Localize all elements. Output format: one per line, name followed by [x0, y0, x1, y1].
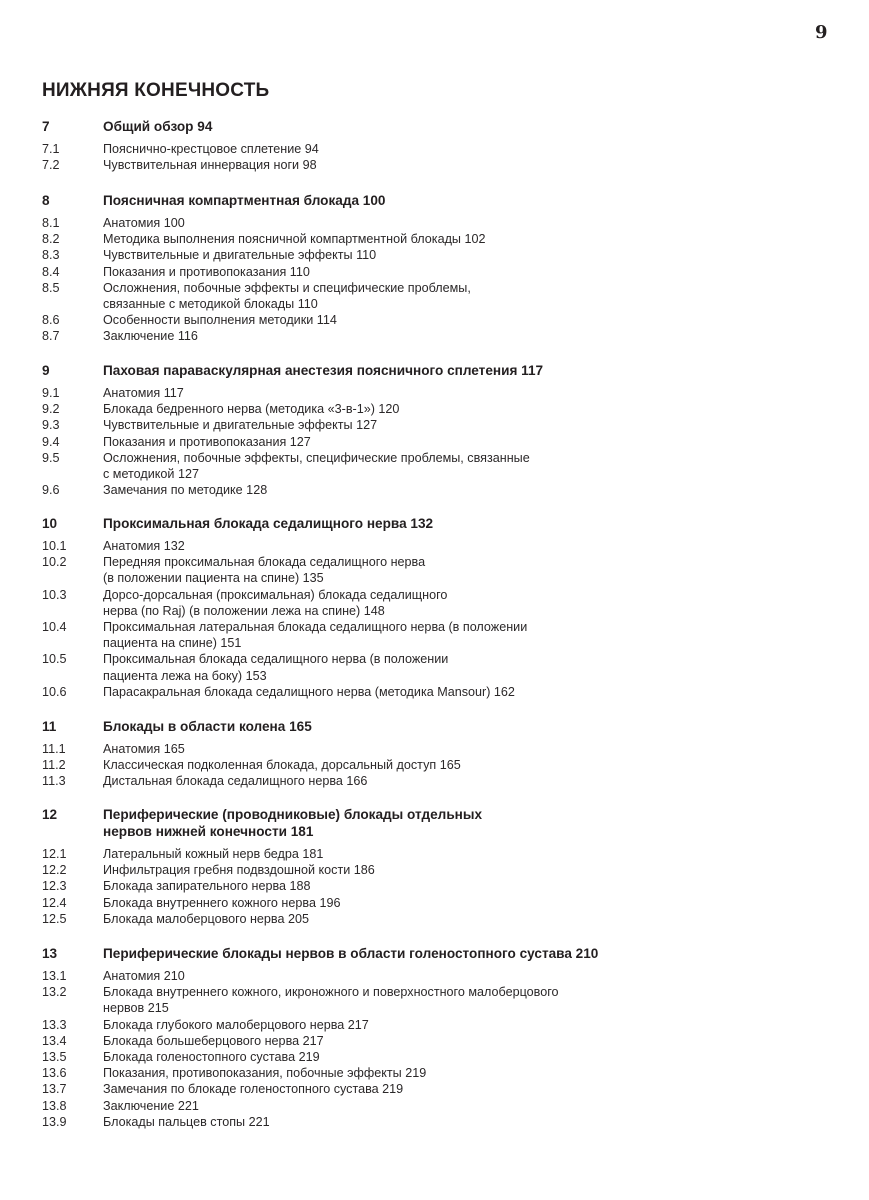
chapter-title: Общий обзор 94	[103, 119, 213, 134]
section-title: Блокада глубокого малоберцового нерва 217	[103, 1017, 369, 1032]
section-number: 10.6	[42, 684, 67, 699]
toc-entry[interactable]	[0, 482, 869, 498]
toc-entry[interactable]	[0, 434, 869, 450]
section-number: 9.3	[42, 418, 60, 433]
chapter-heading[interactable]	[0, 718, 869, 735]
section-number: 13.9	[42, 1114, 67, 1129]
chapter-title: Паховая паравaскулярная анестезия поясничного сплетения 117	[103, 363, 544, 378]
section-list	[0, 846, 869, 927]
section-number: 8.7	[42, 329, 60, 344]
toc-entry[interactable]	[0, 984, 869, 1016]
section-number: 10.2	[42, 555, 67, 570]
section-title: Методика выполнения поясничной компартментной блокады 102	[103, 232, 486, 247]
chapter-number: 8	[42, 193, 50, 208]
toc-entry[interactable]	[0, 878, 869, 894]
chapter-title: Блокады в области колена 165	[103, 719, 312, 734]
toc-entry[interactable]	[0, 587, 869, 619]
section-title: Чувствительные и двигательные эффекты 110	[103, 248, 377, 263]
section-list	[0, 968, 869, 1130]
section-number: 10.1	[42, 539, 67, 553]
section-title: Блокада внутреннего кожного, икроножного и поверхностного малоберцового нервов 215	[103, 985, 559, 1016]
toc-entry[interactable]	[0, 312, 869, 328]
section-title: Передняя проксимальная блокада седалищного нерва (в положении пациента на спине) 135	[103, 555, 426, 586]
chapter-number: 11	[42, 719, 57, 734]
chapter-title: Поясничная компартментная блокада 100	[103, 193, 386, 208]
page-number: 9	[815, 22, 828, 43]
section-number: 9.5	[42, 450, 60, 465]
chapter-title: Периферические (проводниковые) блокады отдельных нервов нижней конечности 181	[103, 807, 483, 839]
chapter-7	[0, 118, 869, 173]
chapter-heading[interactable]	[0, 192, 869, 209]
section-number: 13.6	[42, 1066, 67, 1081]
section-list	[0, 215, 869, 345]
section-title: Блокады пальцев стопы 221	[103, 1114, 270, 1129]
section-title: Осложнения, побочные эффекты и специфические проблемы, связанные с методикой блокады 110	[103, 280, 471, 312]
chapter-number: 12	[42, 807, 58, 822]
section-number: 10.5	[42, 652, 67, 667]
section-title: Анатомия 165	[103, 742, 185, 756]
chapter-number: 9	[42, 363, 50, 378]
section-title: Особенности выполнения методики 114	[103, 313, 337, 328]
section-number: 13.2	[42, 985, 67, 1000]
chapter-heading[interactable]	[0, 515, 869, 532]
section-list	[0, 385, 869, 498]
section-number: 9.6	[42, 483, 60, 498]
section-title: Блокада голеностопного сустава 219	[103, 1050, 320, 1065]
section-number: 9.1	[42, 386, 60, 400]
toc-entry[interactable]	[0, 215, 869, 231]
toc-entry[interactable]	[0, 231, 869, 247]
section-title: Анатомия 210	[103, 969, 185, 983]
section-number: 13.4	[42, 1033, 67, 1048]
section-title: Блокада большеберцового нерва 217	[103, 1033, 324, 1048]
chapter-11	[0, 718, 869, 790]
toc-entry[interactable]	[0, 684, 869, 700]
section-title: Анатомия 117	[103, 386, 184, 400]
toc-entry[interactable]	[0, 757, 869, 773]
toc-entry[interactable]	[0, 773, 869, 789]
toc-entry[interactable]	[0, 1065, 869, 1081]
toc-entry[interactable]	[0, 1049, 869, 1065]
section-number: 12.2	[42, 863, 67, 878]
chapter-13	[0, 945, 869, 1130]
section-title: Проксимальная блокада седалищного нерва (в положении пациента лежа на боку) 153	[103, 652, 449, 683]
toc-entry[interactable]	[0, 846, 869, 862]
section-title: Инфильтрация гребня подвздошной кости 186	[103, 863, 375, 878]
section-title: Дорсо-дорсальная (проксимальная) блокада седалищного нерва (по Raj) (в положении лежа на спине) 148	[103, 587, 448, 618]
section-number: 11.2	[42, 758, 66, 773]
section-title: Анатомия 100	[103, 216, 185, 230]
toc-entry[interactable]	[0, 968, 869, 984]
section-number: 13.5	[42, 1050, 67, 1065]
section-number: 13.8	[42, 1098, 67, 1113]
section-number: 12.5	[42, 911, 67, 926]
section-title: Блокада бедренного нерва (методика «3-в-1») 120	[103, 402, 400, 417]
chapter-12	[0, 806, 869, 927]
section-title: Замечания по методике 128	[103, 483, 268, 498]
toc-entry[interactable]	[0, 247, 869, 263]
section-title: Замечания по блокаде голеностопного сустава 219	[103, 1082, 404, 1097]
section-number: 12.4	[42, 895, 67, 910]
section-list	[0, 538, 869, 700]
section-title: Блокада запирательного нерва 188	[103, 879, 311, 894]
toc-entry[interactable]	[0, 385, 869, 401]
section-number: 13.1	[42, 969, 67, 983]
section-title: Осложнения, побочные эффекты, специфические проблемы, связанные с методикой 127	[103, 450, 530, 482]
section-title: Чувствительная иннервация ноги 98	[103, 158, 317, 173]
section-title: Заключение 221	[103, 1098, 199, 1113]
section-number: 8.4	[42, 264, 60, 279]
toc-entry[interactable]	[0, 328, 869, 344]
toc-entry[interactable]	[0, 1033, 869, 1049]
section-list	[0, 741, 869, 790]
chapter-title: Периферические блокады нервов в области голеностопного сустава 210	[103, 946, 599, 961]
toc-entry[interactable]	[0, 1081, 869, 1097]
section-number: 11.3	[42, 774, 66, 789]
section-title: Пояснично-крестцовое сплетение 94	[103, 142, 319, 156]
toc-entry[interactable]	[0, 264, 869, 280]
chapter-number: 7	[42, 119, 50, 134]
section-number: 12.1	[42, 847, 67, 861]
toc-entry[interactable]	[0, 651, 869, 683]
toc-entry[interactable]	[0, 862, 869, 878]
section-title: Латеральный кожный нерв бедра 181	[103, 847, 324, 861]
section-title: Чувствительные и двигательные эффекты 127	[103, 418, 378, 433]
toc-entry[interactable]	[0, 1017, 869, 1033]
toc-entry[interactable]	[0, 619, 869, 651]
section-title: Парасакральная блокада седалищного нерва (методика Mansour) 162	[103, 684, 515, 699]
chapter-number: 10	[42, 516, 58, 531]
section-number: 9.2	[42, 402, 60, 417]
chapter-10	[0, 515, 869, 700]
section-title: Классическая подколенная блокада, дорсальный доступ 165	[103, 758, 461, 773]
section-title: Дистальная блокада седалищного нерва 166	[103, 774, 368, 789]
toc-entry[interactable]	[0, 554, 869, 586]
toc-entry[interactable]	[0, 895, 869, 911]
chapter-heading[interactable]	[0, 945, 869, 962]
toc-entry[interactable]	[0, 911, 869, 927]
toc-entry[interactable]	[0, 1098, 869, 1114]
section-number: 9.4	[42, 434, 60, 449]
toc-entry[interactable]	[0, 417, 869, 433]
section-number: 12.3	[42, 879, 67, 894]
section-number: 10.3	[42, 587, 67, 602]
section-title: Показания, противопоказания, побочные эффекты 219	[103, 1066, 427, 1081]
chapter-number: 13	[42, 946, 58, 961]
section-title: Показания и противопоказания 110	[103, 264, 310, 279]
section-number: 8.1	[42, 216, 60, 230]
toc-entry[interactable]	[0, 1114, 869, 1130]
section-number: 8.2	[42, 232, 60, 247]
section-list	[0, 141, 869, 173]
section-title: Заключение 116	[103, 329, 198, 344]
toc-entry[interactable]	[0, 450, 869, 482]
section-number: 13.3	[42, 1017, 67, 1032]
section-number: 7.2	[42, 158, 60, 173]
section-title: Показания и противопоказания 127	[103, 434, 311, 449]
section-number: 13.7	[42, 1082, 67, 1097]
part-title: НИЖНЯЯ КОНЕЧНОСТЬ	[42, 80, 270, 101]
section-number: 10.4	[42, 620, 67, 635]
toc-entry[interactable]	[0, 157, 869, 173]
chapter-8	[0, 192, 869, 345]
chapter-heading[interactable]	[0, 118, 869, 135]
chapter-heading[interactable]	[0, 806, 869, 840]
toc-entry[interactable]	[0, 141, 869, 157]
section-title: Анатомия 132	[103, 539, 185, 553]
section-number: 7.1	[42, 142, 60, 156]
section-number: 11.1	[42, 742, 66, 756]
chapter-title: Проксимальная блокада седалищного нерва 132	[103, 516, 434, 531]
section-number: 8.3	[42, 248, 60, 263]
toc-entry[interactable]	[0, 280, 869, 312]
section-number: 8.6	[42, 313, 60, 328]
section-title: Блокада малоберцового нерва 205	[103, 911, 309, 926]
toc-entry[interactable]	[0, 741, 869, 757]
section-title: Проксимальная латеральная блокада седалищного нерва (в положении пациента на спине) 151	[103, 620, 528, 651]
toc-entry[interactable]	[0, 538, 869, 554]
toc-entry[interactable]	[0, 401, 869, 417]
chapter-heading[interactable]	[0, 362, 869, 379]
section-title: Блокада внутреннего кожного нерва 196	[103, 895, 341, 910]
section-number: 8.5	[42, 280, 60, 295]
chapter-9	[0, 362, 869, 498]
